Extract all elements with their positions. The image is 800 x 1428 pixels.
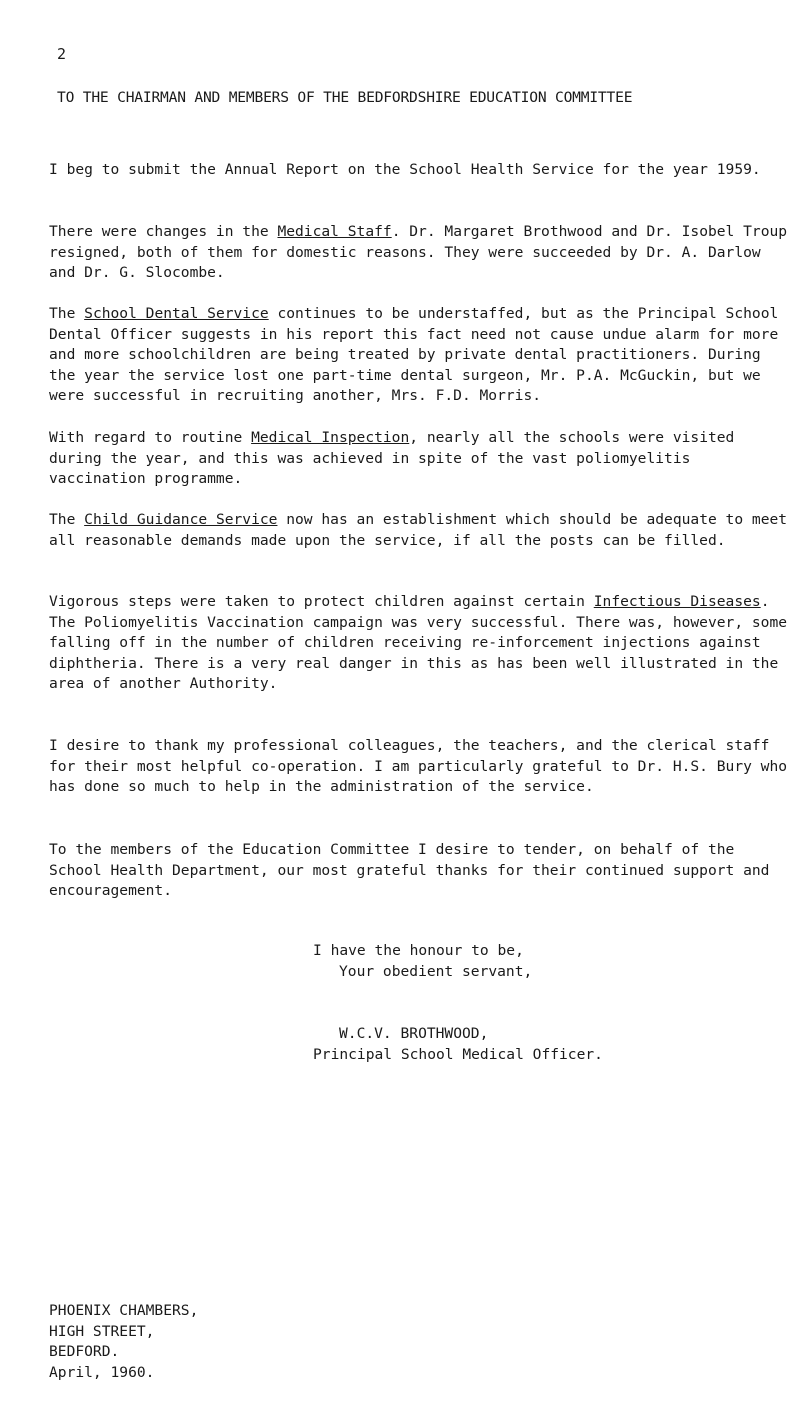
paragraph-infectious-diseases [49,592,789,695]
paragraph-text: . Dr. Margaret Brothwood and Dr. Isobel Troup resigned, both of them for domestic reasons. They were succeeded by Dr. A. Darlow and Dr. G. Slocombe. [49,223,788,281]
page-number: 2 [57,45,67,63]
child-guidance-heading: Child Guidance Service [84,511,278,528]
paragraph-text: Vigorous steps were taken to protect children against certain [49,593,594,610]
sender-address [49,1301,198,1383]
closing-line: Your obedient servant, [339,963,533,980]
paragraph-text: With regard to routine [49,429,252,446]
paragraph-thanks-colleagues [49,736,789,798]
paragraph-text: , nearly all the schools were visited during the year, and this was achieved in spite of the vast poliomyelitis vaccination programme. [49,429,735,487]
paragraph-text: continues to be understaffed, but as the Principal School Dental Officer suggests in his report this fact need not cause undue alarm for more and more schoolchildren are being treated by private dental practitioners. During the year the service lost one part-time dental surgeon, Mr. P.A. McGuckin, but we were successful in recruiting another, Mrs. F.D. Morris. [49,305,779,404]
paragraph-medical-staff [49,222,789,284]
paragraph-text: To the members of the Education Committee I desire to tender, on behalf of the School Health Department, our most grateful thanks for their continued support and encouragement. [49,841,770,899]
medical-staff-heading: Medical Staff [277,223,392,240]
signatory-title: Principal School Medical Officer. [313,1046,603,1063]
paragraph-text: now has an establishment which should be adequate to meet all reasonable demands made upon the service, if all the posts can be filled. [49,511,788,549]
paragraph-text: The [49,511,85,528]
letter-heading: TO THE CHAIRMAN AND MEMBERS OF THE BEDFORDSHIRE EDUCATION COMMITTEE [57,89,633,106]
letter-date: April, 1960. [49,1363,155,1381]
paragraph-text: The [49,305,85,322]
paragraph-text: I beg to submit the Annual Report on the School Health Service for the year 1959. [49,161,761,178]
address-line: HIGH STREET, [49,1322,155,1340]
paragraph-text: There were changes in the [49,223,278,240]
paragraph-thanks-committee [49,840,789,902]
signatory-name: W.C.V. BROTHWOOD, [339,1025,489,1042]
infectious-diseases-heading: Infectious Diseases [593,593,761,610]
paragraph-child-guidance [49,510,789,551]
dental-service-heading: School Dental Service [84,305,269,322]
paragraph-medical-inspection [49,428,789,490]
paragraph-text: I desire to thank my professional colleagues, the teachers, and the clerical staff for their most helpful co-operation. I am particularly grateful to Dr. H.S. Bury who has done so much to help in the administration of the service. [49,737,788,795]
address-line: BEDFORD. [49,1343,120,1360]
paragraph-dental-service [49,304,789,407]
address-line: PHOENIX CHAMBERS, [49,1302,199,1319]
paragraph-introduction [49,160,789,181]
medical-inspection-heading: Medical Inspection [251,429,410,446]
paragraph-text: . The Poliomyelitis Vaccination campaign was very successful. There was, however, some falling off in the number of children receiving re-inforcement injections against diphtheria. There is a very real danger in this as has been well illustrated in the area of another Authority. [49,593,788,692]
closing-line: I have the honour to be, [313,942,524,959]
